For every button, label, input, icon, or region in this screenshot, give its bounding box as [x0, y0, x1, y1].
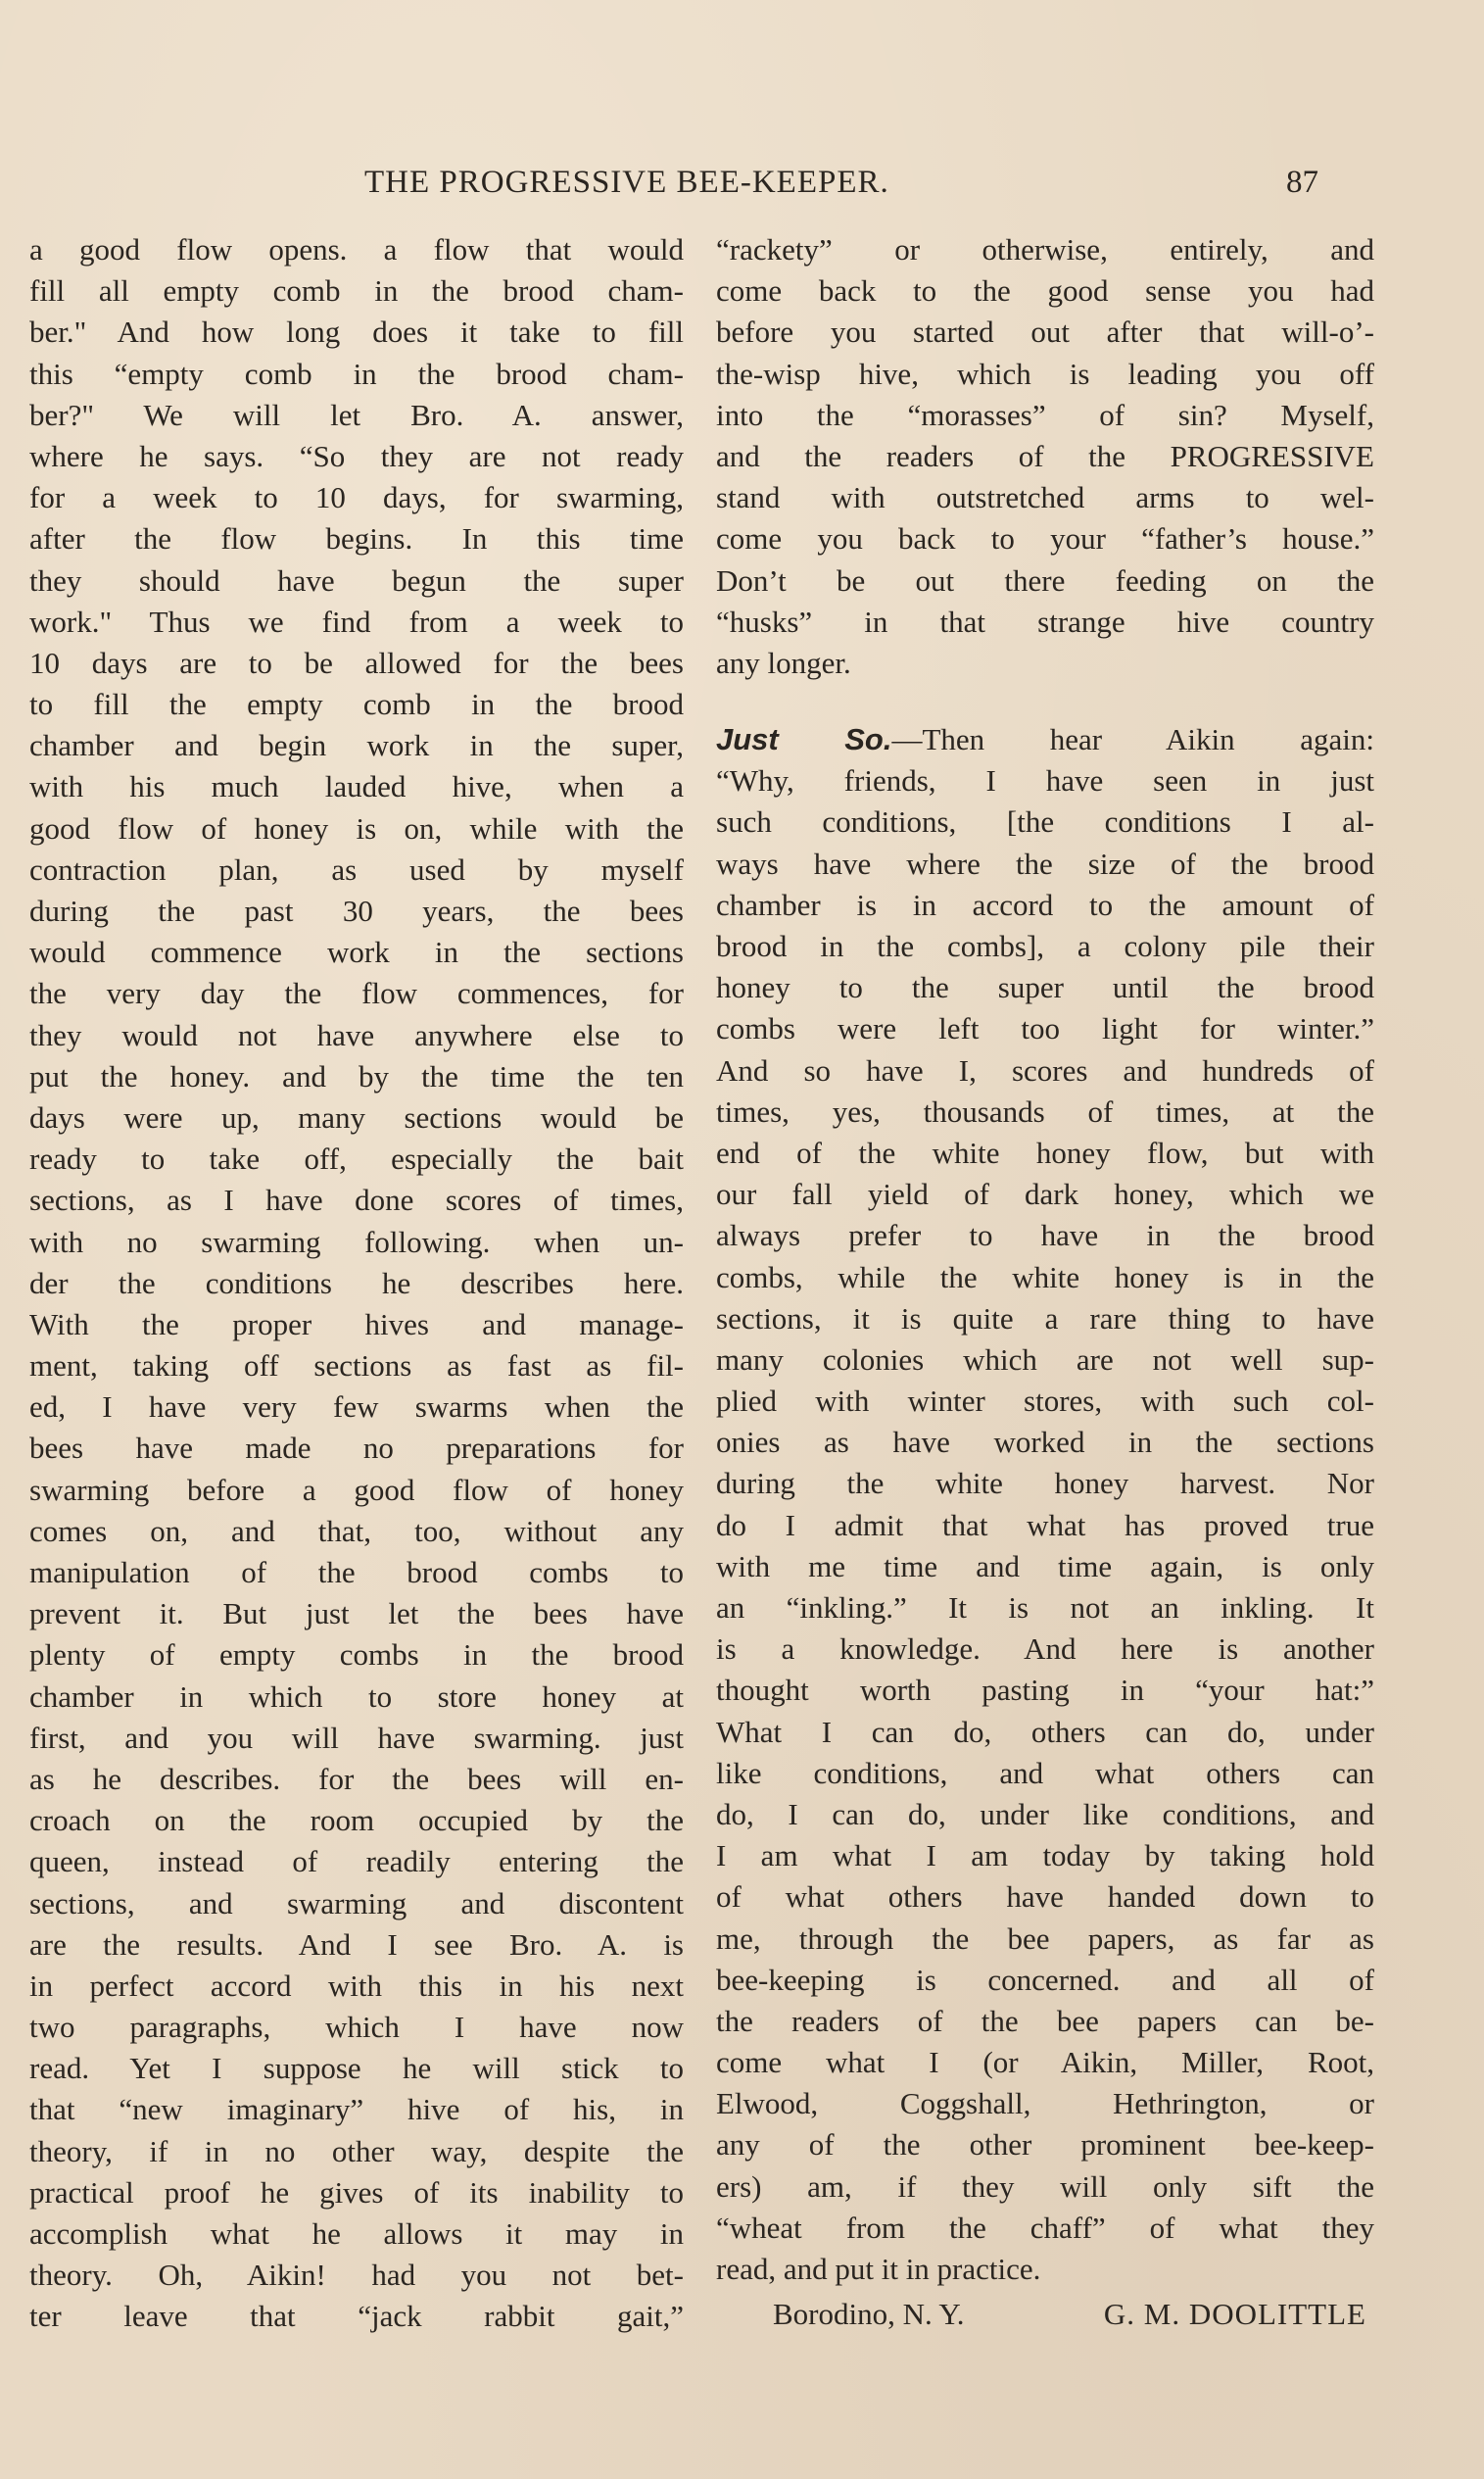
text-line: theory, if in no other way, despite the: [29, 2133, 684, 2168]
left-column: [29, 229, 684, 2338]
text-line: are the results. And I see Bro. A. is: [29, 1926, 684, 1962]
running-head: [0, 165, 1484, 208]
text-line: such conditions, [the conditions I al-: [716, 804, 1374, 840]
text-line: this “empty comb in the brood cham-: [29, 356, 684, 391]
text-line: the-wisp hive, which is leading you off: [716, 356, 1374, 391]
text-line: during the white honey harvest. Nor: [716, 1466, 1374, 1501]
text-line: onies as have worked in the sections: [716, 1425, 1374, 1460]
text-line: ready to take off, especially the bait: [29, 1142, 684, 1177]
text-line: honey to the super until the brood: [716, 970, 1374, 1005]
text-line: like conditions, and what others can: [716, 1755, 1374, 1790]
paragraph-gap: [716, 684, 1374, 719]
text-line: come what I (or Aikin, Miller, Root,: [716, 2045, 1374, 2080]
section-subhead: Just So.: [716, 722, 892, 757]
text-line: work." Thus we find from a week to: [29, 604, 684, 639]
signature-place: Borodino, N. Y.: [773, 2297, 965, 2332]
text-line: with no swarming following. when un-: [29, 1224, 684, 1259]
text-line: they should have begun the super: [29, 562, 684, 598]
text-line: sections, and swarming and discontent: [29, 1885, 684, 1920]
text-line: come you back to your “father’s house.”: [716, 521, 1374, 557]
text-line: where he says. “So they are not ready: [29, 438, 684, 473]
text-line: bees have made no preparations for: [29, 1431, 684, 1466]
text-line: our fall yield of dark honey, which we: [716, 1177, 1374, 1212]
text-line: plenty of empty combs in the brood: [29, 1637, 684, 1673]
text-line: stand with outstretched arms to wel-: [716, 480, 1374, 515]
text-line: for a week to 10 days, for swarming,: [29, 480, 684, 515]
text-line: And so have I, scores and hundreds of: [716, 1052, 1374, 1088]
text-line: they would not have anywhere else to: [29, 1017, 684, 1052]
text-line: first, and you will have swarming. just: [29, 1720, 684, 1755]
text-line: ber." And how long does it take to fill: [29, 315, 684, 350]
text-line: bee-keeping is concerned. and all of: [716, 1962, 1374, 1997]
text-line: sections, it is quite a rare thing to have: [716, 1300, 1374, 1336]
text-line: I am what I am today by taking hold: [716, 1838, 1374, 1873]
text-line: to fill the empty comb in the brood: [29, 687, 684, 722]
text-line: swarming before a good flow of honey: [29, 1472, 684, 1507]
text-line: chamber is in accord to the amount of: [716, 887, 1374, 922]
text-line: prevent it. But just let the bees have: [29, 1596, 684, 1631]
text-line: in perfect accord with this in his next: [29, 1968, 684, 2003]
text-line: combs, while the white honey is in the: [716, 1259, 1374, 1294]
text-line: queen, instead of readily entering the: [29, 1844, 684, 1879]
text-line: the very day the flow commences, for: [29, 976, 684, 1011]
text-line: combs were left too light for winter.”: [716, 1011, 1374, 1046]
text-line: fill all empty comb in the brood cham-: [29, 273, 684, 309]
text-line: the readers of the bee papers can be-: [716, 2003, 1374, 2038]
text-line: comes on, and that, too, without any: [29, 1513, 684, 1548]
text-line: with his much lauded hive, when a: [29, 769, 684, 804]
text-line: Elwood, Coggshall, Hethrington, or: [716, 2086, 1374, 2121]
text-line: days were up, many sections would be: [29, 1099, 684, 1135]
page-number: 87: [1286, 165, 1318, 200]
text-line: Don’t be out there feeding on the: [716, 562, 1374, 598]
text-line: a good flow opens. a flow that would: [29, 232, 684, 267]
subhead-line: [716, 719, 1374, 760]
text-line: would commence work in the sections: [29, 935, 684, 970]
text-line: brood in the combs], a colony pile their: [716, 929, 1374, 963]
text-line: 10 days are to be allowed for the bees: [29, 645, 684, 680]
text-line: der the conditions he describes here.: [29, 1265, 684, 1300]
text-line: ber?" We will let Bro. A. answer,: [29, 397, 684, 432]
text-line: chamber in which to store honey at: [29, 1678, 684, 1714]
text-line: and the readers of the PROGRESSIVE: [716, 438, 1374, 473]
text-line: as he describes. for the bees will en-: [29, 1761, 684, 1796]
text-line: ed, I have very few swarms when the: [29, 1389, 684, 1425]
text-line: after the flow begins. In this time: [29, 521, 684, 557]
text-line: into the “morasses” of sin? Myself,: [716, 397, 1374, 432]
text-line: read, and put it in practice.: [716, 2252, 1041, 2286]
text-line: “rackety” or otherwise, entirely, and: [716, 232, 1374, 267]
text-line: croach on the room occupied by the: [29, 1803, 684, 1838]
text-line: that “new imaginary” hive of his, in: [29, 2092, 684, 2127]
signature-block: [716, 2294, 1374, 2335]
text-line: is a knowledge. And here is another: [716, 1631, 1374, 1667]
text-line: come back to the good sense you had: [716, 273, 1374, 309]
text-line: read. Yet I suppose he will stick to: [29, 2051, 684, 2086]
text-line: ter leave that “jack rabbit gait,”: [29, 2299, 684, 2334]
text-line: any of the other prominent bee-keep-: [716, 2127, 1374, 2163]
text-line: chamber and begin work in the super,: [29, 728, 684, 763]
text-line: during the past 30 years, the bees: [29, 894, 684, 928]
text-line: accomplish what he allows it may in: [29, 2216, 684, 2251]
text-line: of what others have handed down to: [716, 1879, 1374, 1915]
text-line: manipulation of the brood combs to: [29, 1555, 684, 1589]
text-line: With the proper hives and manage-: [29, 1306, 684, 1341]
text-line: plied with winter stores, with such col-: [716, 1384, 1374, 1419]
text-line: me, through the bee papers, as far as: [716, 1920, 1374, 1956]
text-line: thought worth pasting in “your hat:”: [716, 1673, 1374, 1708]
text-line: ment, taking off sections as fast as fil-: [29, 1348, 684, 1384]
text-line: do, I can do, under like conditions, and: [716, 1796, 1374, 1831]
text-line: an “inkling.” It is not an inkling. It: [716, 1590, 1374, 1625]
text-line: put the honey. and by the time the ten: [29, 1058, 684, 1094]
text-line: always prefer to have in the brood: [716, 1218, 1374, 1253]
signature-name: G. M. DOOLITTLE: [1103, 2297, 1366, 2332]
text-line: practical proof he gives of its inability to: [29, 2174, 684, 2210]
text-line: end of the white honey flow, but with: [716, 1135, 1374, 1170]
text-line: “Why, friends, I have seen in just: [716, 763, 1374, 799]
text-line: before you started out after that will-o’-: [716, 315, 1374, 350]
text-line: contraction plan, as used by myself: [29, 851, 684, 887]
text-line: “husks” in that strange hive country: [716, 604, 1374, 639]
text-line: ers) am, if they will only sift the: [716, 2168, 1374, 2204]
text-line: sections, as I have done scores of times,: [29, 1183, 684, 1218]
text-line: with me time and time again, is only: [716, 1548, 1374, 1583]
text-line: “wheat from the chaff” of what they: [716, 2210, 1374, 2245]
journal-title: THE PROGRESSIVE BEE-KEEPER.: [364, 165, 889, 200]
subhead-continuation: —Then hear Aikin again:: [891, 722, 1374, 757]
text-line: theory. Oh, Aikin! had you not bet-: [29, 2258, 684, 2293]
text-line: ways have where the size of the brood: [716, 846, 1374, 881]
text-line: good flow of honey is on, while with the: [29, 810, 684, 846]
right-column: [716, 229, 1374, 2335]
text-line: any longer.: [716, 645, 851, 680]
text-line: do I admit that what has proved true: [716, 1507, 1374, 1542]
text-line: many colonies which are not well sup-: [716, 1341, 1374, 1377]
text-line: What I can do, others can do, under: [716, 1714, 1374, 1749]
text-line: two paragraphs, which I have now: [29, 2010, 684, 2045]
text-line: times, yes, thousands of times, at the: [716, 1094, 1374, 1129]
